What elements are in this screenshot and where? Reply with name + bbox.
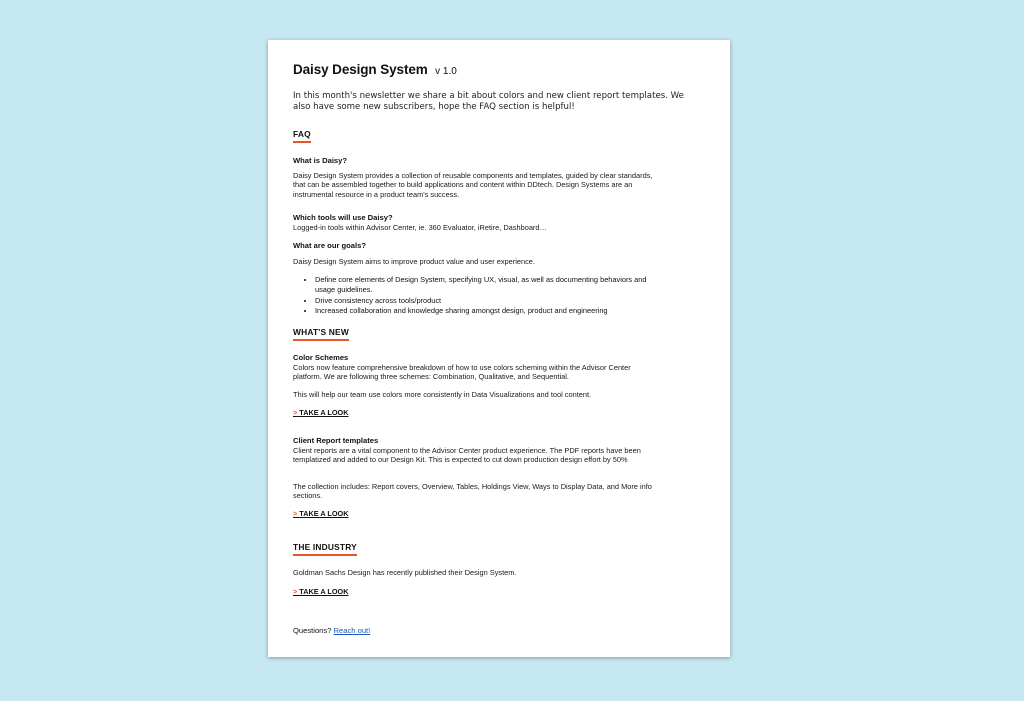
- color-schemes-body-2: This will help our team use colors more consistently in Data Visualizations and tool content.: [293, 390, 592, 399]
- goals-list-item: • Define core elements of Design System, specifying UX, visual, as well as documenting behaviors and usage guidelines.: [315, 275, 665, 295]
- client-report-title: Client Report templates: [293, 436, 379, 445]
- faq-question-what-is-daisy: What is Daisy?: [293, 156, 348, 165]
- title-row: [293, 61, 457, 79]
- faq-heading: FAQ: [293, 129, 311, 143]
- goals-list: [293, 275, 665, 317]
- whats-new-heading: WHAT'S NEW: [293, 327, 349, 341]
- color-schemes-body: Colors now feature comprehensive breakdown of how to use colors scheming within the Advisor Center platform. We are following three schemes: Combination, Qualitative, and Sequential.: [293, 363, 631, 382]
- client-report-body-2: The collection includes: Report covers, Overview, Tables, Holdings View, Ways to Display Data, and More info sections.: [293, 482, 652, 501]
- footer-question: Questions?: [293, 626, 332, 635]
- industry-heading: THE INDUSTRY: [293, 542, 357, 556]
- reach-out-link[interactable]: Reach out!: [333, 626, 371, 635]
- faq-question-tools: Which tools will use Daisy?: [293, 213, 393, 222]
- faq-question-goals: What are our goals?: [293, 241, 366, 250]
- newsletter-page: [268, 40, 730, 657]
- take-a-look-link-colors[interactable]: [293, 408, 348, 418]
- take-a-look-link-industry[interactable]: [293, 587, 348, 597]
- goals-list-item: • Drive consistency across tools/product: [315, 296, 665, 306]
- intro-paragraph: In this month's newsletter we share a bit about colors and new client report templates. We also have some new subscribers, hope the FAQ section is helpful!: [293, 91, 684, 112]
- version-label: v 1.0: [435, 66, 457, 77]
- client-report-body: Client reports are a vital component to the Advisor Center product experience. The PDF reports have been templatized and added to our Design Kit. This is expected to cut down production design effort by 50%: [293, 446, 641, 465]
- take-a-look-label: TAKE A LOOK: [299, 509, 349, 518]
- arrow-icon: >: [293, 509, 298, 518]
- color-schemes-title: Color Schemes: [293, 353, 349, 362]
- arrow-icon: >: [293, 587, 298, 596]
- footer: [293, 626, 370, 636]
- industry-body: Goldman Sachs Design has recently published their Design System.: [293, 568, 517, 577]
- take-a-look-label: TAKE A LOOK: [299, 587, 349, 596]
- faq-answer-goals: Daisy Design System aims to improve product value and user experience.: [293, 257, 535, 266]
- newsletter-title: Daisy Design System: [293, 62, 428, 77]
- goals-list-item: • Increased collaboration and knowledge sharing amongst design, product and engineering: [315, 306, 665, 316]
- faq-answer-what-is-daisy: Daisy Design System provides a collection of reusable components and templates, guided by clear standards, that can be assembled together to build applications and content within DDtech. Design Systems are an instrumental resource in a product team's success.: [293, 171, 653, 199]
- take-a-look-link-reports[interactable]: [293, 509, 348, 519]
- arrow-icon: >: [293, 408, 298, 417]
- faq-answer-tools: Logged-in tools within Advisor Center, ie. 360 Evaluator, iRetire, Dashboard…: [293, 223, 547, 232]
- take-a-look-label: TAKE A LOOK: [299, 408, 349, 417]
